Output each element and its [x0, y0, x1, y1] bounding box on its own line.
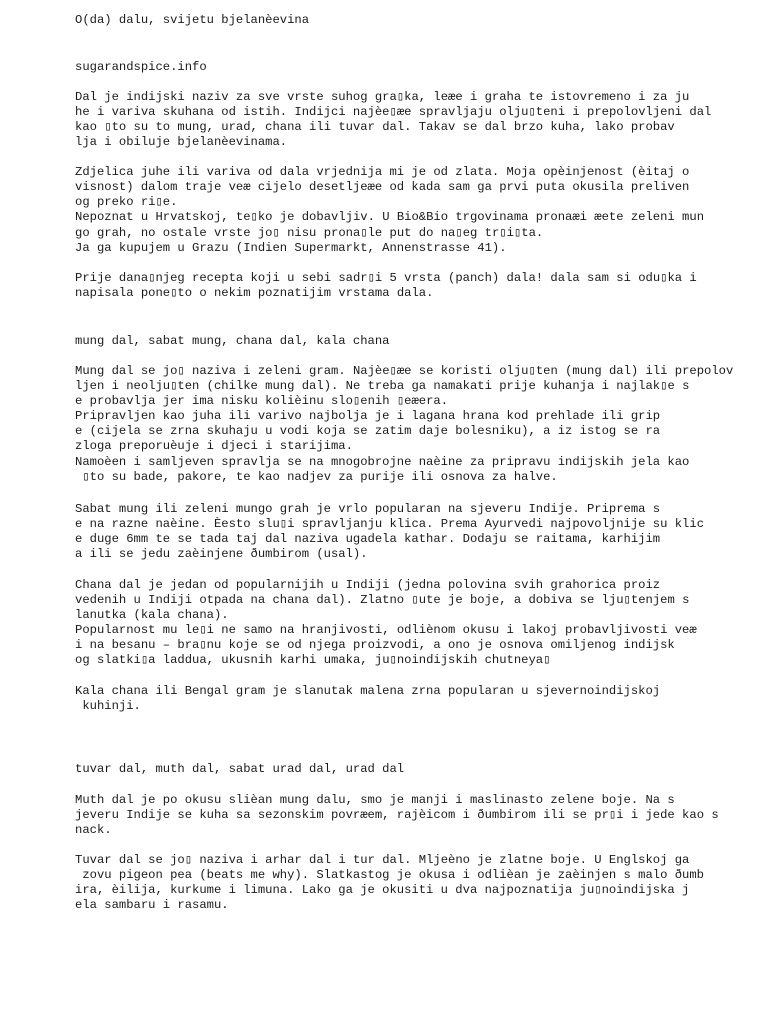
- section-heading: mung dal, sabat mung, chana dal, kala chana: [75, 334, 390, 348]
- text-line: nack.: [75, 823, 112, 837]
- text-line: a ili se jedu zaèinjene ðumbirom (usal).: [75, 547, 368, 561]
- text-line: ela sambaru i rasamu.: [75, 898, 229, 912]
- text-line: e duge 6mm te se tada taj dal naziva ugadela kathar. Dodaju se raitama, karhijim: [75, 532, 661, 546]
- text-line: jeveru Indije se kuha sa sezonskim povræem, rajèicom i ðumbirom ili se pr▯i i jede kao s: [75, 808, 719, 822]
- text-line: og slatki▯a laddua, ukusnih karhi umaka, ju▯noindijskih chutneya▯: [75, 653, 551, 667]
- text-line: kuhinji.: [75, 699, 141, 713]
- text-line: e na razne naèine. Èesto slu▯i spravljanju klica. Prema Ayurvedi najpovoljnije su klic: [75, 517, 705, 531]
- text-line: Prije dana▯njeg recepta koji u sebi sadr▯i 5 vrsta (panch) dala! dala sam si odu▯ka i: [75, 271, 697, 285]
- text-line: ira, èilija, kurkume i limuna. Lako ga je okusiti u dva najpoznatija ju▯noindijska j: [75, 883, 690, 897]
- text-line: Chana dal je jedan od popularnijih u Indiji (jedna polovina svih grahorica proiz: [75, 578, 661, 592]
- text-line: lja i obiluje bjelanèevinama.: [75, 135, 288, 149]
- text-line: kao ▯to su to mung, urad, chana ili tuvar dal. Takav se dal brzo kuha, lako probav: [75, 120, 675, 134]
- source-site: sugarandspice.info: [75, 60, 207, 74]
- text-line: vedenih u Indiji otpada na chana dal). Zlatno ▯ute je boje, a dobiva se lju▯tenjem s: [75, 593, 690, 607]
- text-line: Popularnost mu le▯i ne samo na hranjivosti, odliènom okusu i lakoj probavljivosti veæ: [75, 623, 697, 637]
- text-line: og preko ri▯e.: [75, 195, 178, 209]
- text-line: Pripravljen kao juha ili varivo najbolja je i lagana hrana kod prehlade ili grip: [75, 409, 661, 423]
- text-line: Muth dal je po okusu slièan mung dalu, smo je manji i maslinasto zelene boje. Na s: [75, 793, 675, 807]
- document-title: O(da) dalu, svijetu bjelanèevina: [75, 13, 310, 27]
- text-line: Dal je indijski naziv za sve vrste suhog gra▯ka, leæe i graha te istovremeno i za ju: [75, 90, 690, 104]
- text-line: zloga preporuèuje i djeci i starijima.: [75, 439, 353, 453]
- text-line: e (cijela se zrna skuhaju u vodi koja se zatim daje bolesniku), a iz istog se ra: [75, 424, 661, 438]
- text-line: Ja ga kupujem u Grazu (Indien Supermarkt, Annenstrasse 41).: [75, 241, 507, 255]
- text-line: he i variva skuhana od istih. Indijci najèe▯æe spravljaju olju▯teni i prepolovljeni dal: [75, 105, 712, 119]
- text-line: Tuvar dal se jo▯ naziva i arhar dal i tur dal. Mljeèno je zlatne boje. U Englskoj ga: [75, 853, 690, 867]
- text-line: visnost) dalom traje veæ cijelo desetljeæe od kada sam ga prvi puta okusila preliven: [75, 180, 690, 194]
- text-line: lanutka (kala chana).: [75, 608, 229, 622]
- text-line: go grah, no ostale vrste jo▯ nisu prona▯le put do na▯eg tr▯i▯ta.: [75, 226, 544, 240]
- text-line: ▯to su bade, pakore, te kao nadjev za purije ili osnova za halve.: [75, 470, 558, 484]
- section-heading: tuvar dal, muth dal, sabat urad dal, urad dal: [75, 762, 405, 776]
- text-line: napisala pone▯to o nekim poznatijim vrstama dala.: [75, 286, 434, 300]
- text-line: zovu pigeon pea (beats me why). Slatkastog je okusa i odlièan je zaèinjen s malo ðumb: [75, 868, 704, 882]
- text-line: Zdjelica juhe ili variva od dala vrjednija mi je od zlata. Moja opèinjenost (èitaj o: [75, 165, 690, 179]
- text-line: Namoèen i samljeven spravlja se na mnogobrojne naèine za pripravu indijskih jela kao: [75, 455, 690, 469]
- text-line: Nepoznat u Hrvatskoj, te▯ko je dobavljiv. U Bio&Bio trgovinama pronaæi æete zeleni mun: [75, 210, 705, 224]
- text-line: Mung dal se jo▯ naziva i zeleni gram. Najèe▯æe se koristi olju▯ten (mung dal) ili prepolov: [75, 364, 734, 378]
- text-line: Sabat mung ili zeleni mungo grah je vrlo popularan na sjeveru Indije. Priprema s: [75, 502, 661, 516]
- text-line: i na besanu – bra▯nu koje se od njega proizvodi, a ono je osnova omiljenog indijsk: [75, 638, 675, 652]
- text-line: e probavlja jer ima nisku kolièinu slo▯enih ▯eæera.: [75, 394, 449, 408]
- text-line: Kala chana ili Bengal gram je slanutak malena zrna popularan u sjevernoindijskoj: [75, 684, 661, 698]
- text-line: ljen i neolju▯ten (chilke mung dal). Ne treba ga namakati prije kuhanja i najlak▯e s: [75, 379, 690, 393]
